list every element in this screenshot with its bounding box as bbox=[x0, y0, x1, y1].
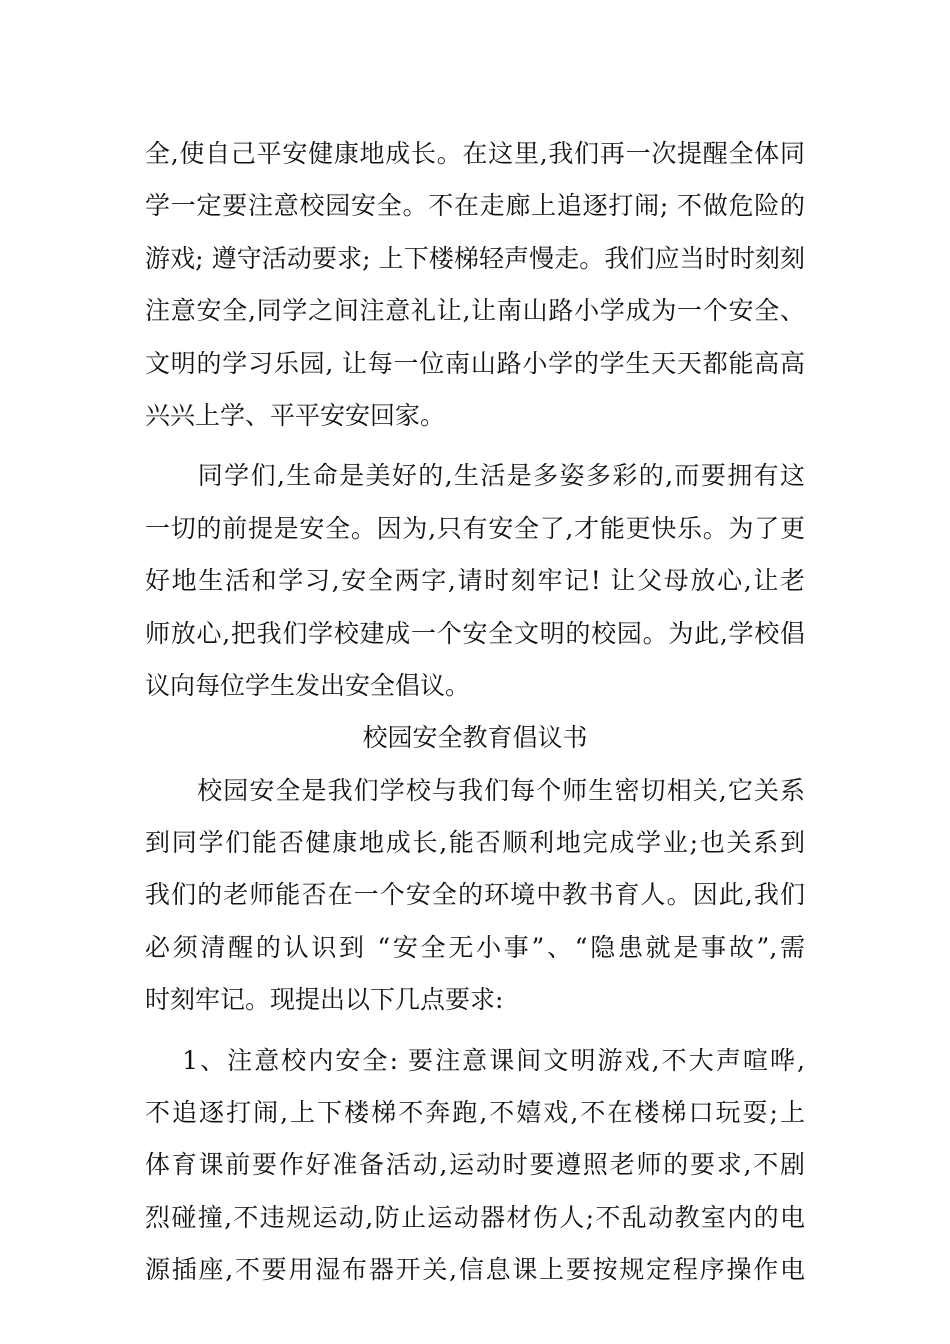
text-line: 源插座,不要用湿布器开关,信息课上要按规定程序操作电 bbox=[145, 1255, 805, 1285]
text-line: 学一定要注意校园安全。不在走廊上追逐打闹; 不做危险的 bbox=[145, 191, 805, 221]
text-line: 文明的学习乐园, 让每一位南山路小学的学生天天都能高高 bbox=[145, 348, 805, 378]
paragraph-rule-1 bbox=[145, 1035, 805, 1297]
text-line: 我们的老师能否在一个安全的环境中教书育人。因此,我们 bbox=[145, 880, 805, 910]
text-line: 兴兴上学、平平安安回家。 bbox=[145, 400, 446, 430]
document-page bbox=[145, 128, 805, 1297]
paragraph-campus-safety bbox=[145, 765, 805, 1027]
paragraph-intro-continuation bbox=[145, 128, 805, 442]
text-line: 烈碰撞,不违规运动,防止运动器材伤人;不乱动教室内的电 bbox=[145, 1202, 805, 1232]
text-line: 议向每位学生发出安全倡议。 bbox=[145, 670, 471, 700]
text-line: 体育课前要作好准备活动,运动时要遵照老师的要求,不剧 bbox=[145, 1150, 805, 1180]
text-line: 全,使自己平安健康地成长。在这里,我们再一次提醒全体同 bbox=[145, 139, 805, 168]
text-line: 师放心,把我们学校建成一个安全文明的校园。为此,学校倡 bbox=[145, 618, 805, 648]
document-title: 校园安全教育倡议书 bbox=[362, 723, 588, 753]
text-line: 必须清醒的认识到 “安全无小事”、“隐患就是事故”,需 bbox=[145, 932, 805, 962]
text-line: 同学们,生命是美好的,生活是多姿多彩的,而要拥有这 bbox=[145, 461, 805, 491]
text-line: 好地生活和学习,安全两字,请时刻牢记! 让父母放心,让老 bbox=[145, 566, 805, 596]
text-line: 不追逐打闹,上下楼梯不奔跑,不嬉戏,不在楼梯口玩耍;上 bbox=[145, 1098, 805, 1128]
text-line: 1、注意校内安全: 要注意课间文明游戏,不大声喧哗, bbox=[145, 1045, 805, 1075]
paragraph-students-life bbox=[145, 450, 805, 712]
text-line: 注意安全,同学之间注意礼让,让南山路小学成为一个安全、 bbox=[145, 296, 805, 326]
text-line: 时刻牢记。现提出以下几点要求: bbox=[145, 985, 504, 1015]
text-line: 游戏; 遵守活动要求; 上下楼梯轻声慢走。我们应当时时刻刻 bbox=[145, 243, 805, 273]
text-line: 一切的前提是安全。因为,只有安全了,才能更快乐。为了更 bbox=[145, 513, 805, 543]
text-line: 到同学们能否健康地成长,能否顺利地完成学业;也关系到 bbox=[145, 828, 805, 858]
text-line: 校园安全是我们学校与我们每个师生密切相关,它关系 bbox=[145, 775, 805, 805]
section-title bbox=[145, 712, 805, 764]
